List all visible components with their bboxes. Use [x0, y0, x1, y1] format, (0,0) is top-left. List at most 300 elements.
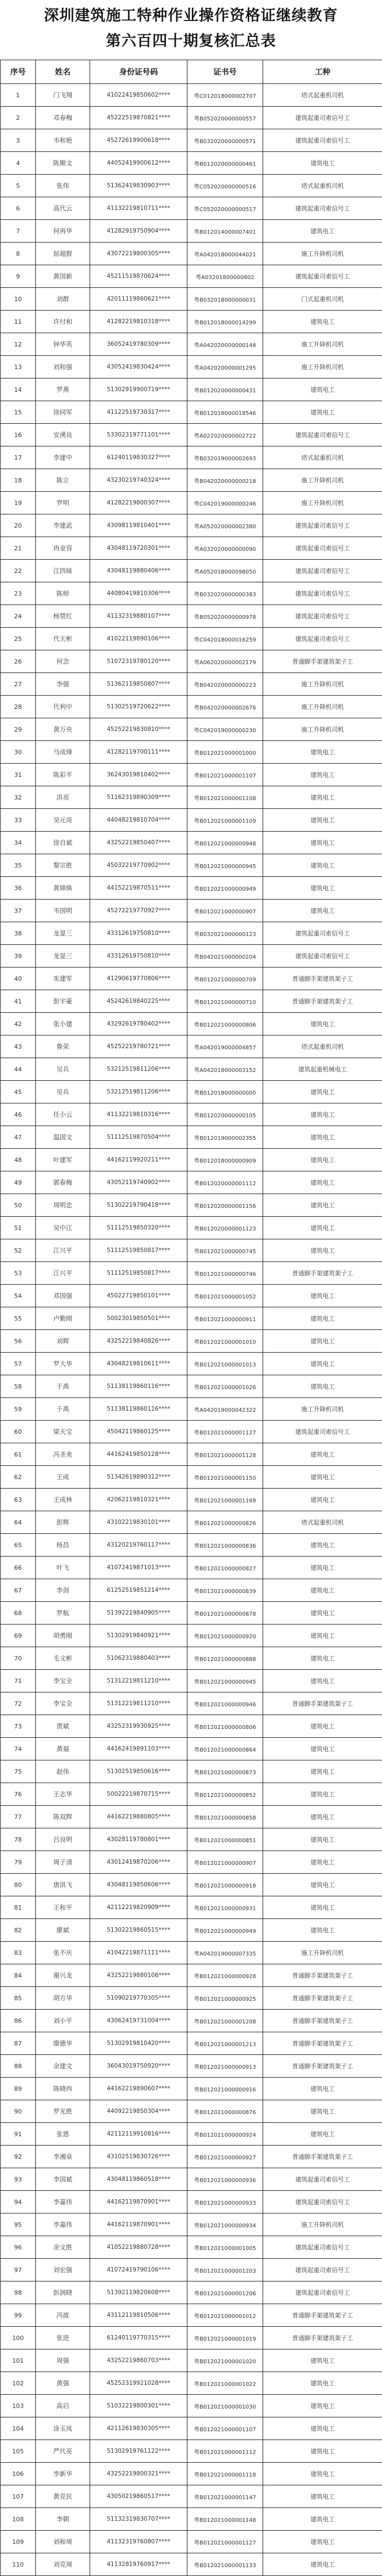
- cell-job-type: 建筑电工: [263, 1806, 382, 1828]
- cell-job-type: 建筑电工: [263, 877, 382, 900]
- cell-cert-number: 粤B012021000000925: [187, 1987, 263, 2010]
- table-row: [1, 2349, 382, 2372]
- table-row: [1, 2032, 382, 2055]
- cell-job-type: 施工升降机司机: [263, 673, 382, 696]
- cell-seq: 94: [1, 2191, 36, 2214]
- cell-seq: 56: [1, 1330, 36, 1353]
- cell-seq: 90: [1, 2100, 36, 2123]
- cell-name: 胡方华: [36, 1987, 90, 2010]
- cell-name: 高代云: [36, 197, 90, 220]
- cell-job-type: 普通脚手架建筑架子工: [263, 2146, 382, 2168]
- cell-name: 李宝全: [36, 1670, 90, 1692]
- table-row: [1, 1511, 382, 1534]
- cell-name: 马成烽: [36, 741, 90, 764]
- cell-job-type: 门式起重机司机: [263, 288, 382, 311]
- table-body: [1, 84, 382, 2576]
- cell-job-type: 建筑起重司索信号工: [263, 107, 382, 129]
- cell-job-type: 建筑电工: [263, 900, 382, 922]
- cell-job-type: 建筑电工: [263, 1760, 382, 1783]
- cell-id-number: 51302919761122****: [90, 2440, 187, 2463]
- table-row: [1, 311, 382, 333]
- cell-id-number: 51112519850320****: [90, 1217, 187, 1239]
- cell-name: 代天彬: [36, 628, 90, 650]
- cell-seq: 91: [1, 2123, 36, 2146]
- table-row: [1, 1421, 382, 1443]
- cell-job-type: 建筑起重司索信号工: [263, 197, 382, 220]
- cell-cert-number: 粤B012021000000858: [187, 1806, 263, 1828]
- cell-cert-number: 粤B042020000000218: [187, 469, 263, 492]
- cell-cert-number: 粤B012021000001022: [187, 2372, 263, 2395]
- cell-name: 刘和周: [36, 2531, 90, 2553]
- cell-id-number: 43072219800305****: [90, 243, 187, 265]
- cell-id-number: 43012419870206****: [90, 1851, 187, 1874]
- cell-job-type: 普通脚手架建筑架子工: [263, 2304, 382, 2327]
- table-row: [1, 401, 382, 424]
- cell-seq: 92: [1, 2146, 36, 2168]
- cell-id-number: 43102519830726****: [90, 2146, 187, 2168]
- cell-cert-number: 粤B012021000000920: [187, 1625, 263, 1647]
- cell-id-number: 43230219740324****: [90, 469, 187, 492]
- cell-seq: 36: [1, 877, 36, 900]
- table-row: [1, 1307, 382, 1330]
- table-row: [1, 1828, 382, 1851]
- cell-id-number: 41072419871013****: [90, 1557, 187, 1579]
- cell-cert-number: 粤C042019000000230: [187, 718, 263, 741]
- cell-id-number: 45272219770927****: [90, 900, 187, 922]
- cell-cert-number: 粤B012021000000907: [187, 900, 263, 922]
- table-row: [1, 900, 382, 922]
- cell-cert-number: 粤B012021000000916: [187, 2078, 263, 2100]
- cell-seq: 76: [1, 1783, 36, 1806]
- table-row: [1, 2440, 382, 2463]
- table-row: [1, 1534, 382, 1557]
- cell-cert-number: 粤B012021000000876: [187, 2100, 263, 2123]
- cell-id-number: 44048219810704****: [90, 809, 187, 832]
- cell-name: 周强: [36, 2349, 90, 2372]
- title-line-2: 第六百四十期复核汇总表: [0, 29, 382, 54]
- table-row: [1, 2372, 382, 2395]
- cell-name: 陈顺文: [36, 152, 90, 175]
- table-row: [1, 1806, 382, 1828]
- cell-id-number: 45252219780721****: [90, 1035, 187, 1058]
- table-row: [1, 2010, 382, 2032]
- cell-seq: 78: [1, 1828, 36, 1851]
- cell-id-number: 41132319880107****: [90, 605, 187, 628]
- cell-id-number: 51032219800301****: [90, 2395, 187, 2417]
- table-row: [1, 1964, 382, 1987]
- cell-cert-number: 粤B012021000000864: [187, 1738, 263, 1760]
- cell-cert-number: 粤B012021000000710: [187, 990, 263, 1013]
- table-row: [1, 628, 382, 650]
- cell-id-number: 50023019850501****: [90, 1307, 187, 1330]
- cell-job-type: 普通脚手架建筑架子工: [263, 1987, 382, 2010]
- cell-cert-number: 粤B012021000001108: [187, 786, 263, 809]
- cell-job-type: 建筑电工: [263, 152, 382, 175]
- cell-job-type: 建筑电工: [263, 2395, 382, 2417]
- table-row: [1, 605, 382, 628]
- cell-seq: 63: [1, 1489, 36, 1511]
- table-row: [1, 2531, 382, 2553]
- cell-name: 毛文彬: [36, 1647, 90, 1670]
- cell-name: 黄万央: [36, 718, 90, 741]
- cell-job-type: 普通脚手架建筑架子工: [263, 990, 382, 1013]
- cell-cert-number: 粤B012021000001169: [187, 1489, 263, 1511]
- cell-cert-number: 粤B012021000001005: [187, 2236, 263, 2259]
- cell-cert-number: 粤B012018000018546: [187, 401, 263, 424]
- cell-job-type: 普通脚手架建筑架子工: [263, 2055, 382, 2078]
- cell-seq: 26: [1, 650, 36, 673]
- cell-seq: 95: [1, 2214, 36, 2236]
- cell-cert-number: 粤A022020000002722: [187, 424, 263, 446]
- cell-id-number: 41072419790106****: [90, 2259, 187, 2281]
- cell-id-number: 44080419810306****: [90, 582, 187, 605]
- cell-id-number: 36243019810402****: [90, 764, 187, 786]
- cell-seq: 22: [1, 560, 36, 582]
- cell-job-type: 建筑电工: [263, 2531, 382, 2553]
- cell-seq: 60: [1, 1421, 36, 1443]
- cell-job-type: 建筑起重司索信号工: [263, 560, 382, 582]
- cell-seq: 52: [1, 1239, 36, 1262]
- cell-cert-number: 粤B012021000001020: [187, 2349, 263, 2372]
- cell-name: 李建武: [36, 514, 90, 537]
- cell-name: 徐同军: [36, 401, 90, 424]
- cell-cert-number: 粤B012021000000945: [187, 1670, 263, 1692]
- cell-id-number: 43112119810506****: [90, 2304, 187, 2327]
- cell-id-number: 45032219770902****: [90, 854, 187, 877]
- cell-cert-number: 粤B012021000000949: [187, 1919, 263, 1942]
- cell-name: 廖斌: [36, 1919, 90, 1942]
- cell-id-number: 51362419830903****: [90, 175, 187, 197]
- cell-job-type: 建筑起重司索信号工: [263, 2168, 382, 2191]
- table-header-row: [1, 60, 382, 84]
- cell-id-number: 41290619770806****: [90, 968, 187, 990]
- table-row: [1, 968, 382, 990]
- cell-name: 陈师: [36, 582, 90, 605]
- cell-cert-number: 粤B012021000001109: [187, 809, 263, 832]
- table-row: [1, 2078, 382, 2100]
- cell-cert-number: 粤A032020000000090: [187, 537, 263, 560]
- cell-name: 杨昌: [36, 1534, 90, 1557]
- cell-name: 江兴平: [36, 1262, 90, 1285]
- cell-name: 陈彩平: [36, 764, 90, 786]
- table-row: [1, 2553, 382, 2576]
- cell-name: 于禹: [36, 1398, 90, 1421]
- cell-name: 张伟: [36, 175, 90, 197]
- cell-job-type: 建筑起重司索信号工: [263, 265, 382, 288]
- cell-cert-number: 粤B012021000000907: [187, 1851, 263, 1874]
- table-row: [1, 1262, 382, 1285]
- cell-job-type: 普通脚手架建筑架子工: [263, 650, 382, 673]
- table-row: [1, 152, 382, 175]
- cell-seq: 34: [1, 832, 36, 854]
- cell-name: 赵伟: [36, 1760, 90, 1783]
- cell-name: 李建中: [36, 446, 90, 469]
- header-job-type: 工种: [263, 60, 382, 84]
- table-row: [1, 1103, 382, 1126]
- table-row: [1, 1330, 382, 1353]
- title-block: [0, 0, 382, 60]
- cell-seq: 15: [1, 401, 36, 424]
- table-row: [1, 1353, 382, 1375]
- table-row: [1, 832, 382, 854]
- table-row: [1, 492, 382, 514]
- cell-seq: 2: [1, 107, 36, 129]
- cell-cert-number: 粤A042020000001295: [187, 356, 263, 378]
- cell-cert-number: 粤A042018000003152: [187, 1058, 263, 1081]
- cell-cert-number: 粤B012021000000806: [187, 1715, 263, 1738]
- table-row: [1, 1466, 382, 1489]
- cell-seq: 46: [1, 1103, 36, 1126]
- cell-name: 张恩: [36, 2123, 90, 2146]
- table-row: [1, 514, 382, 537]
- cell-seq: 62: [1, 1466, 36, 1489]
- cell-name: 唐洪飞: [36, 1874, 90, 1896]
- cell-cert-number: 粤A042019000042322: [187, 1398, 263, 1421]
- table-row: [1, 1081, 382, 1103]
- table-row: [1, 1239, 382, 1262]
- cell-job-type: 塔式起重机司机: [263, 446, 382, 469]
- cell-name: 代利中: [36, 696, 90, 718]
- cell-cert-number: 粤B032018000000031: [187, 288, 263, 311]
- cell-cert-number: 粤B052020000000978: [187, 605, 263, 628]
- cell-job-type: 建筑电工: [263, 1081, 382, 1103]
- table-row: [1, 1851, 382, 1874]
- cell-id-number: 41282919750904****: [90, 220, 187, 243]
- cell-seq: 72: [1, 1692, 36, 1715]
- cell-seq: 50: [1, 1194, 36, 1217]
- cell-job-type: 塔式起重机司机: [263, 1035, 382, 1058]
- cell-cert-number: 粤B012021000001147: [187, 2485, 263, 2508]
- cell-seq: 57: [1, 1353, 36, 1375]
- table-row: [1, 741, 382, 764]
- cell-job-type: 建筑电工: [263, 2553, 382, 2576]
- cell-seq: 61: [1, 1443, 36, 1466]
- cell-id-number: 43048119720301****: [90, 537, 187, 560]
- cell-name: 罗航: [36, 1602, 90, 1625]
- cell-name: 杨禁红: [36, 605, 90, 628]
- cell-cert-number: 粤B032020000000383: [187, 582, 263, 605]
- cell-id-number: 41132219810316****: [90, 1103, 187, 1126]
- cell-cert-number: 粤B012021000001118: [187, 2463, 263, 2485]
- table-row: [1, 1058, 382, 1081]
- cell-job-type: 建筑电工: [263, 2508, 382, 2531]
- cell-cert-number: 粤B012021000000911: [187, 1307, 263, 1330]
- cell-cert-number: 粤B012021000000927: [187, 2146, 263, 2168]
- cell-id-number: 42011119860621****: [90, 288, 187, 311]
- table-row: [1, 2236, 382, 2259]
- cell-seq: 77: [1, 1806, 36, 1828]
- header-name: 姓名: [36, 60, 90, 84]
- cell-cert-number: 粤A052018000098050: [187, 560, 263, 582]
- cell-name: 涂玉凤: [36, 2417, 90, 2440]
- cell-cert-number: 粤B012021000001203: [187, 2259, 263, 2281]
- cell-name: 温国文: [36, 1126, 90, 1149]
- table-row: [1, 2304, 382, 2327]
- cell-id-number: 43048119860518****: [90, 2168, 187, 2191]
- cell-id-number: 44162219880805****: [90, 1806, 187, 1828]
- cell-id-number: 43050219860517****: [90, 2485, 187, 2508]
- cell-id-number: 51138119860116****: [90, 1398, 187, 1421]
- table-row: [1, 764, 382, 786]
- cell-id-number: 44162119920211****: [90, 1149, 187, 1171]
- cell-seq: 16: [1, 424, 36, 446]
- cell-cert-number: 粤A042019000004857: [187, 1035, 263, 1058]
- cell-name: 黄克民: [36, 2485, 90, 2508]
- cell-name: 何再华: [36, 220, 90, 243]
- cell-seq: 12: [1, 333, 36, 356]
- table-row: [1, 378, 382, 401]
- table-row: [1, 2214, 382, 2236]
- cell-cert-number: 粤B012021000000945: [187, 854, 263, 877]
- cell-id-number: 45022719850101****: [90, 1285, 187, 1307]
- table-row: [1, 945, 382, 968]
- cell-name: 吴兵: [36, 1058, 90, 1081]
- cell-id-number: 43048219810611****: [90, 1353, 187, 1375]
- cell-job-type: 建筑电工: [263, 2417, 382, 2440]
- cell-seq: 58: [1, 1375, 36, 1398]
- cell-cert-number: 粤B012019000002355: [187, 1126, 263, 1149]
- cell-id-number: 44162419850128****: [90, 1443, 187, 1466]
- cell-job-type: 建筑起重机械电工: [263, 1058, 382, 1081]
- table-row: [1, 1579, 382, 1602]
- cell-seq: 101: [1, 2349, 36, 2372]
- cell-job-type: 建筑电工: [263, 1353, 382, 1375]
- cell-seq: 99: [1, 2304, 36, 2327]
- cell-cert-number: 粤B012020000001112: [187, 1171, 263, 1194]
- table-row: [1, 1285, 382, 1307]
- cell-cert-number: 粤B012021000001000: [187, 741, 263, 764]
- cell-name: 李宝全: [36, 1692, 90, 1715]
- cell-seq: 109: [1, 2531, 36, 2553]
- cell-cert-number: 粤C052020000000517: [187, 197, 263, 220]
- cell-seq: 89: [1, 2078, 36, 2100]
- table-row: [1, 2485, 382, 2508]
- cell-job-type: 建筑起重司索信号工: [263, 537, 382, 560]
- cell-name: 徐自斌: [36, 832, 90, 854]
- cell-name: 屈超群: [36, 243, 90, 265]
- cell-name: 陈双辉: [36, 1806, 90, 1828]
- table-row: [1, 650, 382, 673]
- cell-job-type: 建筑起重司索信号工: [263, 424, 382, 446]
- cell-name: 刘辉: [36, 1330, 90, 1353]
- cell-name: 李强: [36, 673, 90, 696]
- cell-id-number: 41042219871111****: [90, 1942, 187, 1964]
- cell-id-number: 43312619750810****: [90, 945, 187, 968]
- cell-job-type: 建筑起重司索信号工: [263, 2281, 382, 2304]
- cell-name: 彭宇豪: [36, 990, 90, 1013]
- cell-name: 周子清: [36, 1851, 90, 1874]
- cell-name: 刘小平: [36, 2010, 90, 2032]
- cell-seq: 97: [1, 2259, 36, 2281]
- cell-id-number: 41132219810711****: [90, 197, 187, 220]
- cell-id-number: 50022219870715****: [90, 1783, 187, 1806]
- cell-cert-number: 粤B012021000000888: [187, 1647, 263, 1670]
- cell-id-number: 36043019750920****: [90, 2055, 187, 2078]
- cell-name: 冉金容: [36, 537, 90, 560]
- cell-seq: 48: [1, 1149, 36, 1171]
- cell-seq: 107: [1, 2485, 36, 2508]
- cell-cert-number: 粤B012021000001127: [187, 1421, 263, 1443]
- cell-job-type: 建筑电工: [263, 1217, 382, 1239]
- cell-job-type: 普通脚手架建筑架子工: [263, 1262, 382, 1285]
- cell-name: 安湧良: [36, 424, 90, 446]
- cell-seq: 96: [1, 2236, 36, 2259]
- cell-name: 王成: [36, 1466, 90, 1489]
- table-row: [1, 990, 382, 1013]
- cell-id-number: 44092219850304****: [90, 2100, 187, 2123]
- cell-seq: 29: [1, 718, 36, 741]
- cell-id-number: 51392219840905****: [90, 1602, 187, 1625]
- cell-seq: 45: [1, 1081, 36, 1103]
- cell-id-number: 43052119740902****: [90, 1171, 187, 1194]
- table-row: [1, 1398, 382, 1421]
- cell-seq: 79: [1, 1851, 36, 1874]
- cell-name: 陈晓冉: [36, 2078, 90, 2100]
- cell-job-type: 建筑电工: [263, 1489, 382, 1511]
- cell-id-number: 51090219770305****: [90, 1987, 187, 2010]
- cell-id-number: 53212519811206****: [90, 1058, 187, 1081]
- cell-cert-number: 粤B012021000000918: [187, 1874, 263, 1896]
- cell-cert-number: 粤B012021000000913: [187, 2055, 263, 2078]
- cell-name: 李新华: [36, 2463, 90, 2485]
- cell-job-type: 施工升降机司机: [263, 696, 382, 718]
- cell-seq: 23: [1, 582, 36, 605]
- cell-cert-number: 粤B012021000001030: [187, 2395, 263, 2417]
- cell-cert-number: 粤B012021000001128: [187, 1443, 263, 1466]
- cell-cert-number: 粤B012021000000928: [187, 1964, 263, 1987]
- cell-job-type: 普通脚手架建筑架子工: [263, 1964, 382, 1987]
- header-id-number: 身份证号码: [90, 60, 187, 84]
- cell-id-number: 42112619830305****: [90, 2417, 187, 2440]
- cell-id-number: 43252219840826****: [90, 1330, 187, 1353]
- cell-name: 黄强: [36, 2372, 90, 2395]
- cell-id-number: 45252219830810****: [90, 718, 187, 741]
- cell-seq: 6: [1, 197, 36, 220]
- table-row: [1, 175, 382, 197]
- cell-seq: 59: [1, 1398, 36, 1421]
- cell-job-type: 建筑电工: [263, 2123, 382, 2146]
- cell-cert-number: 粤B012021000000851: [187, 1828, 263, 1851]
- table-row: [1, 446, 382, 469]
- cell-name: 罗燕: [36, 378, 90, 401]
- cell-cert-number: 粤B012021000000806: [187, 1013, 263, 1035]
- table-row: [1, 877, 382, 900]
- cell-job-type: 建筑起重司索信号工: [263, 945, 382, 968]
- cell-job-type: 普通脚手架建筑架子工: [263, 2327, 382, 2349]
- cell-seq: 103: [1, 2395, 36, 2417]
- cell-seq: 64: [1, 1511, 36, 1534]
- cell-name: 谢兴龙: [36, 1964, 90, 1987]
- cell-name: 冯圣美: [36, 1443, 90, 1466]
- cell-job-type: 建筑起重司索信号工: [263, 922, 382, 945]
- cell-seq: 11: [1, 311, 36, 333]
- cell-id-number: 44162119870901****: [90, 2214, 187, 2236]
- table-row: [1, 1375, 382, 1398]
- cell-job-type: 建筑电工: [263, 764, 382, 786]
- cell-id-number: 44162419891103****: [90, 1738, 187, 1760]
- cell-id-number: 51302919810420****: [90, 2032, 187, 2055]
- cell-cert-number: 粤B012021000000948: [187, 832, 263, 854]
- cell-seq: 106: [1, 2463, 36, 2485]
- cell-cert-number: 粤B012021000000924: [187, 2123, 263, 2146]
- cell-cert-number: 粤C052020000000516: [187, 175, 263, 197]
- cell-name: 刘和强: [36, 356, 90, 378]
- cell-name: 黎宗胜: [36, 854, 90, 877]
- cell-job-type: 建筑电工: [263, 1285, 382, 1307]
- cell-job-type: 建筑电工: [263, 1194, 382, 1217]
- cell-seq: 41: [1, 990, 36, 1013]
- cell-job-type: 建筑电工: [263, 1443, 382, 1466]
